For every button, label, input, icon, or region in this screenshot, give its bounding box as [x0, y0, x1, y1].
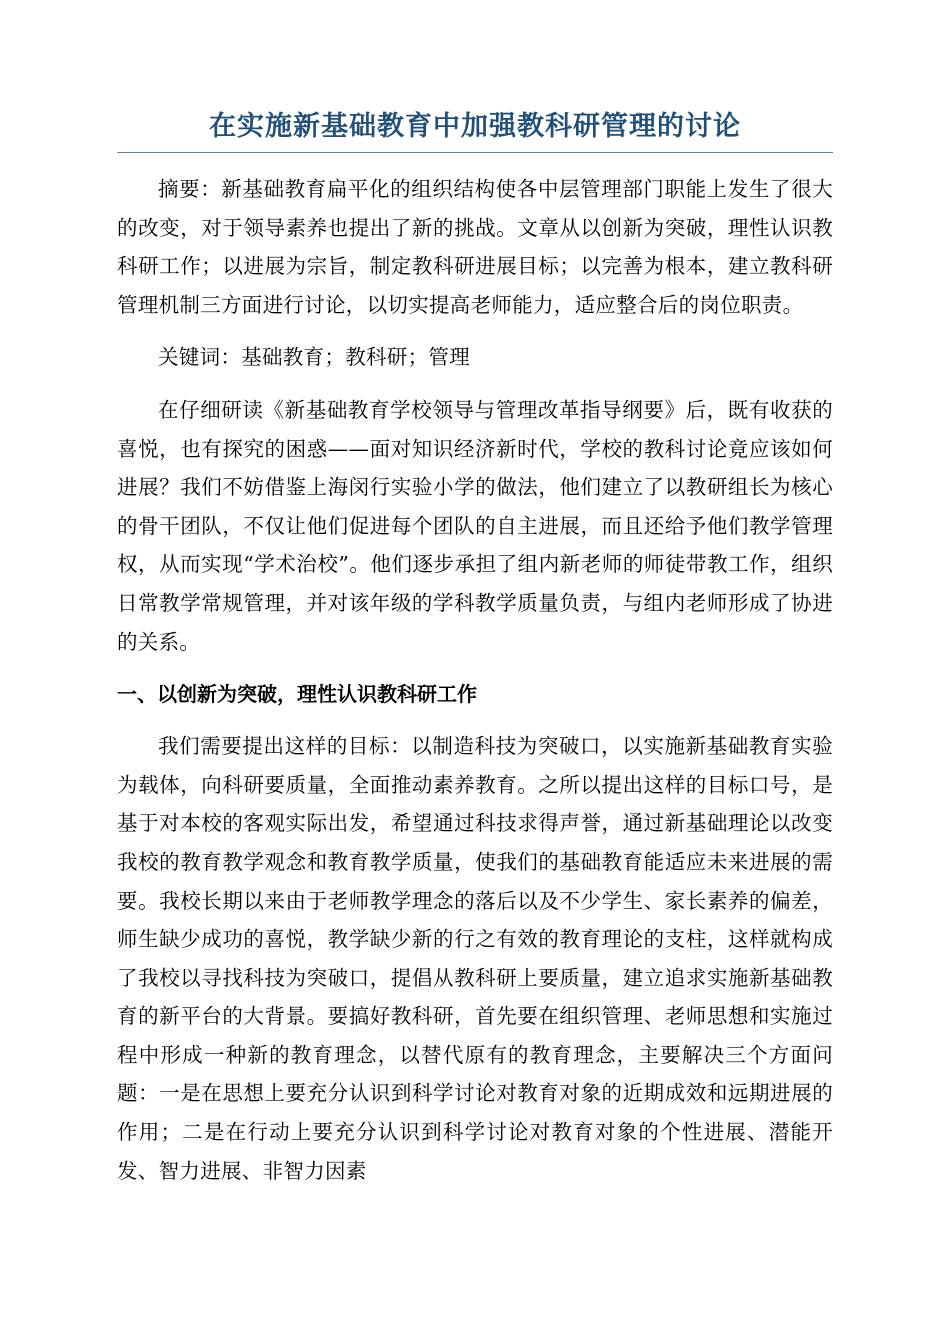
- intro-paragraph: 在仔细研读《新基础教育学校领导与管理改革指导纲要》后，既有收获的喜悦，也有探究的困惑——面对知识经济新时代，学校的教科讨论竟应该如何进展？我们不妨借鉴上海闵行实验小学的做法，他们建立了以教研组长为核心的骨干团队，不仅让他们促进每个团队的自主进展，而且还给予他们教学管理权，从而实现“学术治校”。他们逐步承担了组内新老师的师徒带教工作，组织日常教学常规管理，并对该年级的学科教学质量负责，与组内老师形成了协进的关系。: [117, 397, 833, 654]
- document-title: 在实施新基础教育中加强教科研管理的讨论: [117, 108, 833, 153]
- keywords-paragraph: 关键词：基础教育；教科研；管理: [158, 345, 470, 370]
- section-1-paragraph: 我们需要提出这样的目标：以制造科技为突破口，以实施新基础教育实验为载体，向科研要质量，全面推动素养教育。之所以提出这样的目标口号，是基于对本校的客观实际出发，希望通过科技求得声誉，通过新基础理论以改变我校的教育教学观念和教育教学质量，使我们的基础教育能适应未来进展的需要。我校长期以来由于老师教学理念的落后以及不少学生、家长素养的偏差，师生缺少成功的喜悦，教学缺少新的行之有效的教育理论的支柱，这样就构成了我校以寻找科技为突破口，提倡从教科研上要质量，建立追求实施新基础教育的新平台的大背景。要搞好教科研，首先要在组织管理、老师思想和实施过程中形成一种新的教育理念，以替代原有的教育理念，主要解决三个方面问题：一是在思想上要充分认识到科学讨论对教育对象的近期成效和远期进展的作用；二是在行动上要充分认识到科学讨论对教育对象的个性进展、潜能开发、智力进展、非智力因素: [117, 734, 833, 1183]
- document-page: [117, 108, 833, 1190]
- abstract-paragraph: 摘要：新基础教育扁平化的组织结构使各中层管理部门职能上发生了很大的改变，对于领导素养也提出了新的挑战。文章从以创新为突破，理性认识教科研工作；以进展为宗旨，制定教科研进展目标；以完善为根本，建立教科研管理机制三方面进行讨论，以切实提高老师能力，适应整合后的岗位职责。: [117, 177, 833, 317]
- section-1-heading: 一、以创新为突破，理性认识教科研工作: [117, 682, 477, 707]
